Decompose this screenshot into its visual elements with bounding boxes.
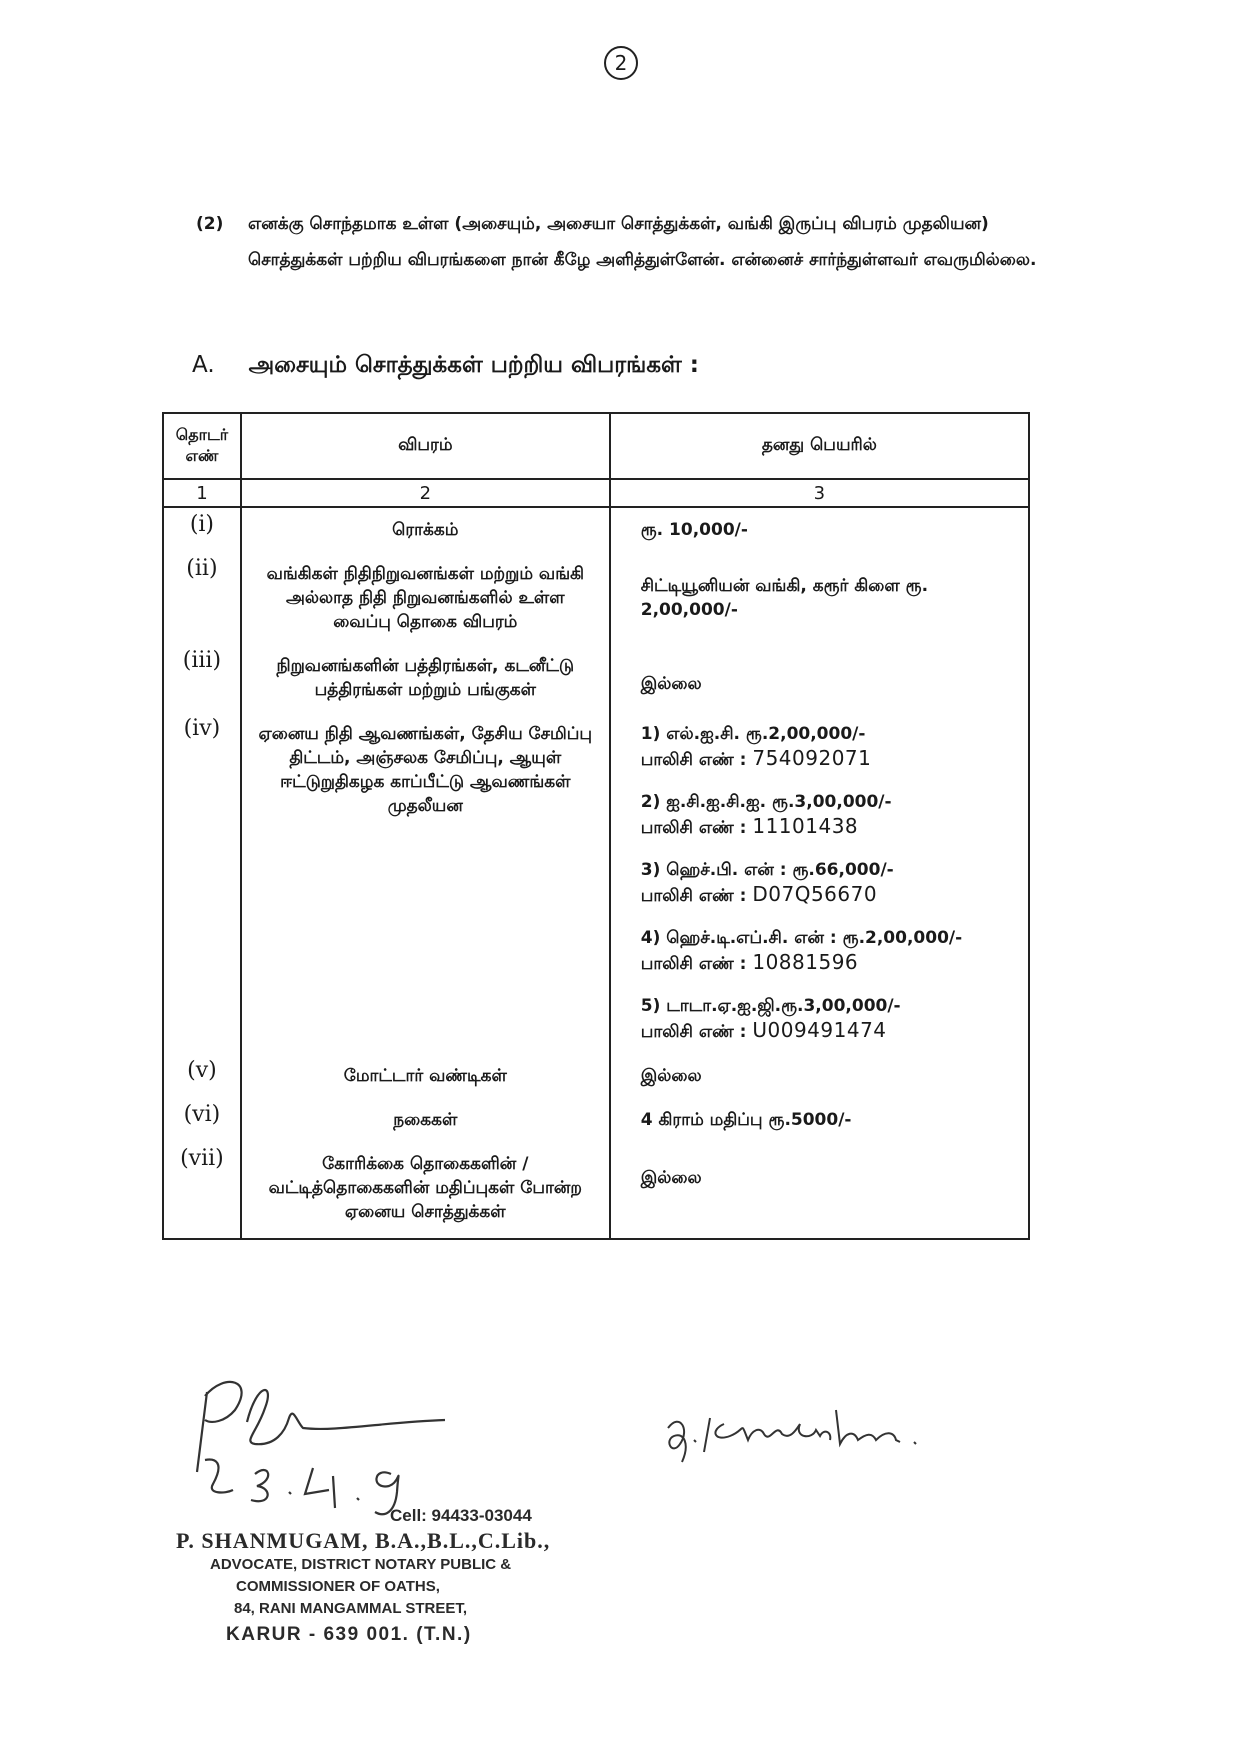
table-row xyxy=(163,712,1029,1054)
row-value: இல்லை xyxy=(610,644,1029,712)
row-serial: (iii) xyxy=(163,644,241,712)
row-description: ஏனைய நிதி ஆவணங்கள், தேசிய சேமிப்பு திட்டம், அஞ்சலக சேமிப்பு, ஆயுள் ஈட்டுறுதிகழக காப்பீட்டு ஆவணங்கள் முதலீயன xyxy=(241,712,610,1054)
policy-label: பாலிசி எண் : xyxy=(640,750,747,770)
header-description: விபரம் xyxy=(241,413,610,479)
insurance-detail: 2) ஐ.சி.ஐ.சி.ஐ. ரூ.3,00,000/- xyxy=(640,792,892,812)
policy-number: U009491474 xyxy=(752,1018,887,1042)
policy-label: பாலிசி எண் : xyxy=(640,954,747,974)
insurance-detail: 4) ஹெச்.டி.எப்.சி. என் : ரூ.2,00,000/- xyxy=(640,928,963,948)
policy-number: 754092071 xyxy=(752,746,872,770)
row-description: ரொக்கம் xyxy=(241,507,610,552)
page-number: 2 xyxy=(604,46,638,80)
row-description: மோட்டார் வண்டிகள் xyxy=(241,1054,610,1098)
row-value: சிட்டியூனியன் வங்கி, கரூர் கிளை ரூ. 2,00,000/- xyxy=(610,552,1029,644)
notary-signature xyxy=(185,1362,495,1522)
table-row xyxy=(163,644,1029,712)
policy-number: 11101438 xyxy=(752,814,859,838)
notary-stamp xyxy=(176,1506,616,1646)
row-serial: (iv) xyxy=(163,712,241,1054)
header-serial: தொடர் எண் xyxy=(163,413,241,479)
insurance-item xyxy=(641,926,998,976)
table-row xyxy=(163,552,1029,644)
declarant-signature xyxy=(660,1400,1000,1470)
policy-number: D07Q56670 xyxy=(752,882,878,906)
row-description: வங்கிகள் நிதிநிறுவனங்கள் மற்றும் வங்கி அல்லாத நிதி நிறுவனங்களில் உள்ள வைப்பு தொகை விபரம் xyxy=(241,552,610,644)
row-value: இல்லை xyxy=(610,1054,1029,1098)
policy-label: பாலிசி எண் : xyxy=(640,818,747,838)
row-serial: (vi) xyxy=(163,1098,241,1142)
row-description: கோரிக்கை தொகைகளின் / வட்டித்தொகைகளின் மதிப்புகள் போன்ற ஏனைய சொத்துக்கள் xyxy=(241,1142,610,1239)
insurance-detail: 5) டாடா.ஏ.ஐ.ஜி.ரூ.3,00,000/- xyxy=(640,996,901,1016)
column-number-row xyxy=(163,479,1029,507)
insurance-list xyxy=(610,712,1029,1054)
policy-label: பாலிசி எண் : xyxy=(640,886,747,906)
stamp-title: ADVOCATE, DISTRICT NOTARY PUBLIC & xyxy=(210,1556,512,1573)
row-serial: (v) xyxy=(163,1054,241,1098)
section-heading xyxy=(192,352,892,381)
stamp-cell: Cell: 94433-03044 xyxy=(390,1506,532,1525)
policy-label: பாலிசி எண் : xyxy=(640,1022,747,1042)
row-value: 4 கிராம் மதிப்பு ரூ.5000/- xyxy=(610,1098,1029,1142)
row-serial: (vii) xyxy=(163,1142,241,1239)
table-row xyxy=(163,1098,1029,1142)
insurance-item xyxy=(641,858,998,908)
insurance-detail: 3) ஹெச்.பி. என் : ரூ.66,000/- xyxy=(640,860,894,880)
row-value: ரூ. 10,000/- xyxy=(610,507,1029,552)
policy-number: 10881596 xyxy=(752,950,859,974)
stamp-city: KARUR - 639 001. (T.N.) xyxy=(226,1624,472,1645)
section-letter: A. xyxy=(192,352,215,378)
intro-text: எனக்கு சொந்தமாக உள்ள (அசையும், அசையா சொத்துக்கள், வங்கி இருப்பு விபரம் முதலியன) சொத்துக்கள் பற்றிய விபரங்களை நான் கீழே அளித்துள்ளேன். என்னைச் சார்ந்துள்ளவர் எவருமில்லை. xyxy=(248,214,1037,270)
stamp-title: COMMISSIONER OF OATHS, xyxy=(236,1578,440,1595)
insurance-item xyxy=(641,790,998,840)
column-number: 1 xyxy=(163,479,241,507)
table-row xyxy=(163,1054,1029,1098)
insurance-item xyxy=(641,994,998,1044)
insurance-item xyxy=(641,722,998,772)
table-row xyxy=(163,507,1029,552)
table-header-row xyxy=(163,413,1029,479)
row-serial: (ii) xyxy=(163,552,241,644)
row-value: இல்லை xyxy=(610,1142,1029,1239)
row-description: நிறுவனங்களின் பத்திரங்கள், கடனீட்டு பத்திரங்கள் மற்றும் பங்குகள் xyxy=(241,644,610,712)
insurance-detail: 1) எல்.ஐ.சி. ரூ.2,00,000/- xyxy=(640,724,866,744)
movable-assets-table xyxy=(162,412,1030,1240)
stamp-name: P. SHANMUGAM, B.A.,B.L.,C.Lib., xyxy=(176,1528,551,1553)
stamp-address: 84, RANI MANGAMMAL STREET, xyxy=(234,1600,468,1617)
column-number: 3 xyxy=(610,479,1029,507)
section-title: அசையும் சொத்துக்கள் பற்றிய விபரங்கள் : xyxy=(248,352,699,378)
intro-paragraph xyxy=(196,206,1056,278)
row-serial: (i) xyxy=(163,507,241,552)
column-number: 2 xyxy=(241,479,610,507)
intro-number: (2) xyxy=(196,214,224,234)
header-own-name: தனது பெயரில் xyxy=(610,413,1029,479)
table-row xyxy=(163,1142,1029,1239)
row-description: நகைகள் xyxy=(241,1098,610,1142)
